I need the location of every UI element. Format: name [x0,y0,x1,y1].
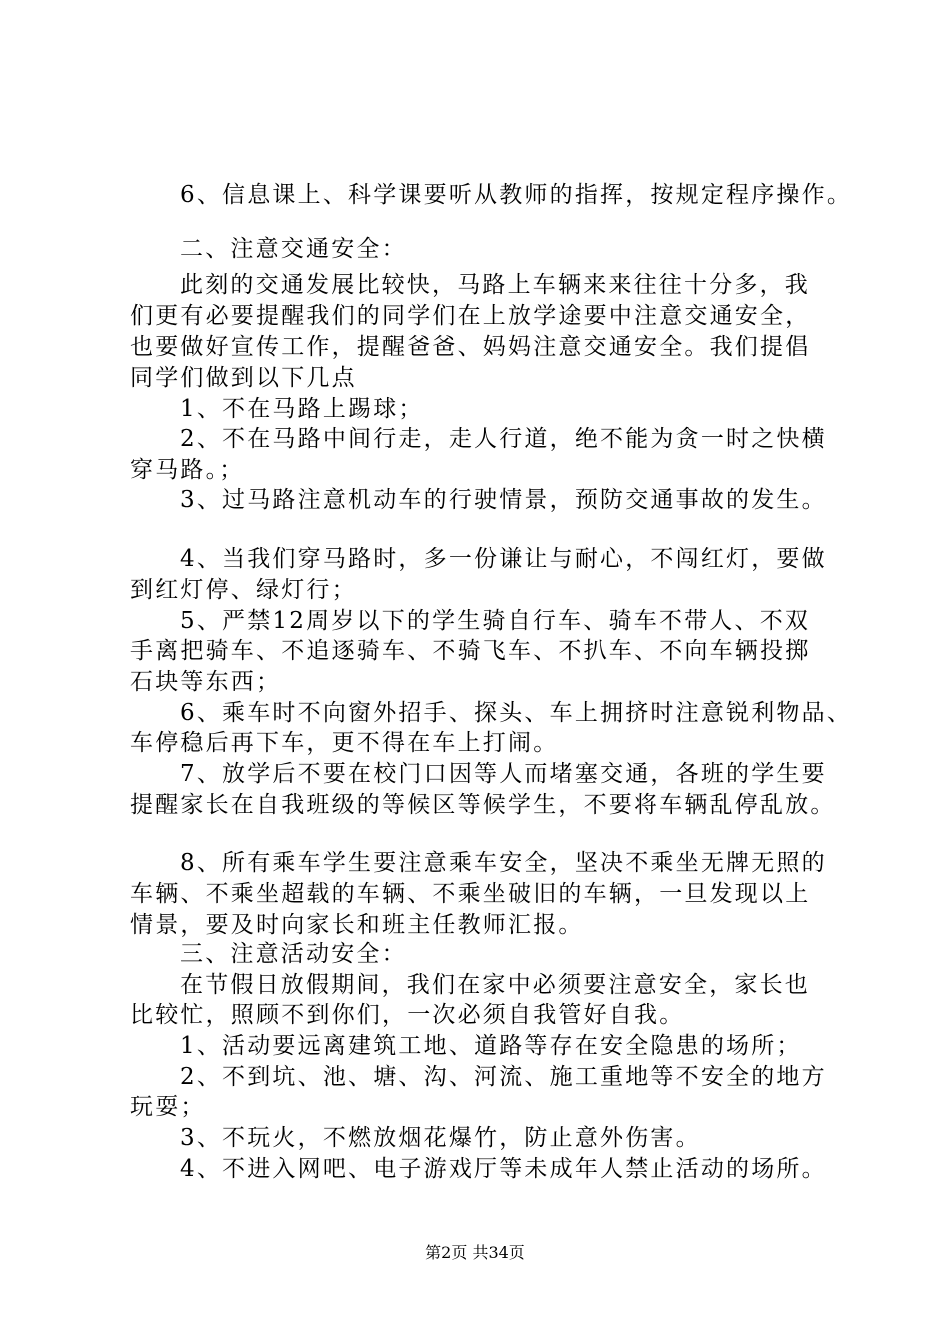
text-line: 6、乘车时不向窗外招手、探头、车上拥挤时注意锐利物品、 [180,700,853,726]
text-line: 玩耍； [130,1094,206,1120]
text-line: 3、不玩火，不燃放烟花爆竹，防止意外伤害。 [180,1125,701,1151]
text-line: 车停稳后再下车，更不得在车上打闹。 [130,730,559,756]
text-line: 5、严禁12周岁以下的学生骑自行车、骑车不带人、不双 [180,608,811,634]
text-line: 石块等东西； [130,669,282,695]
text-line: 到红灯停、绿灯行； [130,577,357,603]
text-line: 2、不在马路中间行走，走人行道，绝不能为贪一时之快横 [180,426,827,452]
text-line: 车辆、不乘坐超载的车辆、不乘坐破旧的车辆，一旦发现以上 [130,881,811,907]
text-line: 在节假日放假期间，我们在家中必须要注意安全，家长也 [180,972,810,998]
text-line: 4、不进入网吧、电子游戏厅等未成年人禁止活动的场所。 [180,1156,827,1182]
text-line: 手离把骑车、不追逐骑车、不骑飞车、不扒车、不向车辆投掷 [130,638,811,664]
text-line: 也要做好宣传工作，提醒爸爸、妈妈注意交通安全。我们提倡 [130,334,811,360]
text-line: 提醒家长在自我班级的等候区等候学生，不要将车辆乱停乱放。 [130,792,836,818]
text-line: 8、所有乘车学生要注意乘车安全，坚决不乘坐无牌无照的 [180,850,827,876]
text-line: 4、当我们穿马路时，多一份谦让与耐心，不闯红灯，要做 [180,546,827,572]
section-heading: 三、注意活动安全： [180,941,407,967]
section-heading: 二、注意交通安全： [180,236,407,262]
text-line: 6、信息课上、科学课要听从教师的指挥，按规定程序操作。 [180,182,853,208]
page-number: 第2页 共34页 [425,1243,525,1262]
text-line: 1、不在马路上踢球； [180,396,424,422]
text-line: 2、不到坑、池、塘、沟、河流、施工重地等不安全的地方 [180,1064,827,1090]
text-line: 1、活动要远离建筑工地、道路等存在安全隐患的场所； [180,1033,802,1059]
text-line: 3、过马路注意机动车的行驶情景，预防交通事故的发生。 [180,487,827,513]
text-line: 同学们做到以下几点 [130,365,357,391]
text-line: 穿马路。； [130,457,245,483]
text-line: 此刻的交通发展比较快，马路上车辆来来往往十分多，我 [180,272,810,298]
text-line: 情景，要及时向家长和班主任教师汇报。 [130,912,584,938]
text-line: 7、放学后不要在校门口因等人而堵塞交通，各班的学生要 [180,761,827,787]
text-line: 们更有必要提醒我们的同学们在上放学途要中注意交通安全， [130,303,811,329]
text-line: 比较忙，照顾不到你们，一次必须自我管好自我。 [130,1002,685,1028]
